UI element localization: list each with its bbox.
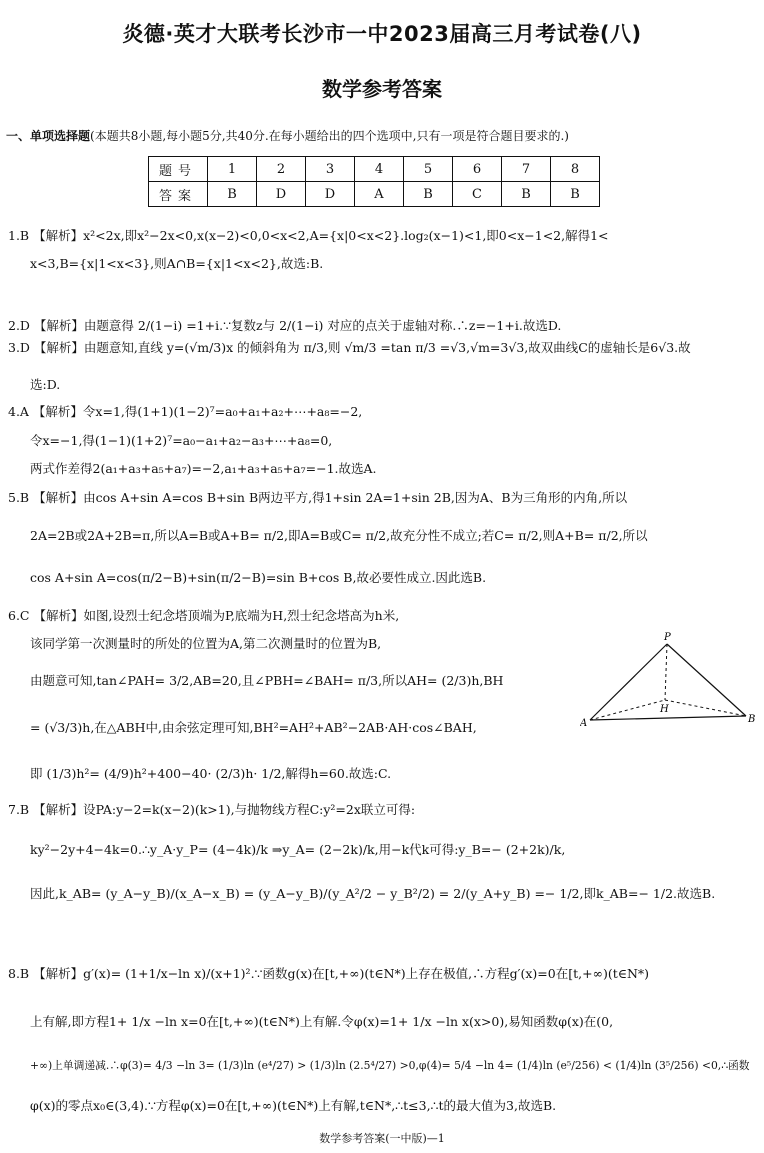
- page-title: 炎德·英才大联考长沙市一中2023届高三月考试卷(八): [122, 22, 642, 46]
- solution-8-line-4: φ(x)的零点x₀∈(3,4).∵方程φ(x)=0在[t,+∞)(t∈N*)上有解,t∈N*,∴t≤3,∴t的最大值为3,故选B.: [30, 1098, 557, 1113]
- table-cell: D: [306, 182, 355, 207]
- solution-6-line-5: 即 (1/3)h²= (4/9)h²+400−40· (2/3)h· 1/2,解得h=60.故选:C.: [30, 766, 392, 781]
- solution-3-line-1: 3.D 【解析】由题意知,直线 y=(√m/3)x 的倾斜角为 π/3,则 √m/3 =tan π/3 =√3,√m=3√3,故双曲线C的虚轴长是6√3.故: [8, 340, 691, 355]
- solution-7-line-1: 7.B 【解析】设PA:y−2=k(x−2)(k>1),与抛物线方程C:y²=2x联立可得:: [8, 802, 416, 817]
- edge-pa: [590, 644, 667, 720]
- label-p: P: [664, 632, 671, 643]
- section-heading: [6, 127, 569, 144]
- section-title: 一、单项选择题: [6, 129, 91, 143]
- edge-ph: [665, 644, 667, 700]
- table-row: [149, 157, 600, 182]
- table-cell: 7: [502, 157, 551, 182]
- table-cell: 4: [355, 157, 404, 182]
- table-row: [149, 182, 600, 207]
- page-subtitle: 数学参考答案: [322, 77, 442, 101]
- solution-8-line-3: +∞)上单调递减.∴φ(3)= 4/3 −ln 3= (1/3)ln (e⁴/27) > (1/3)ln (2.5⁴/27) >0,φ(4)= 5/4 −ln 4= (1/4)ln (e⁵/256) < (1/4)ln (3⁵/256) <0,∴函数: [30, 1059, 750, 1072]
- table-header-cell: 题号: [149, 157, 208, 182]
- solution-5-line-3: cos A+sin A=cos(π/2−B)+sin(π/2−B)=sin B+cos B,故必要性成立.因此选B.: [30, 570, 487, 585]
- table-cell: D: [257, 182, 306, 207]
- solution-3-line-2: 选:D.: [30, 377, 61, 392]
- triangle-figure: [580, 630, 760, 730]
- table-cell: 8: [551, 157, 600, 182]
- edge-hb: [665, 700, 746, 716]
- solution-4-line-3: 两式作差得2(a₁+a₃+a₅+a₇)=−2,a₁+a₃+a₅+a₇=−1.故选A.: [30, 461, 377, 476]
- solution-5-line-1: 5.B 【解析】由cos A+sin A=cos B+sin B两边平方,得1+sin 2A=1+sin 2B,因为A、B为三角形的内角,所以: [8, 490, 628, 505]
- solution-1-line-1: 1.B 【解析】x²<2x,即x²−2x<0,x(x−2)<0,0<x<2,A={x|0<x<2}.log₂(x−1)<1,即0<x−1<2,解得1<: [8, 228, 609, 243]
- table-cell: B: [551, 182, 600, 207]
- solution-5-line-2: 2A=2B或2A+2B=π,所以A=B或A+B= π/2,即A=B或C= π/2,故充分性不成立;若C= π/2,则A+B= π/2,所以: [30, 528, 648, 543]
- table-cell: 3: [306, 157, 355, 182]
- table-cell: B: [208, 182, 257, 207]
- answer-table: [148, 156, 600, 207]
- edge-ah: [590, 700, 665, 720]
- solution-6-line-4: = (√3/3)h,在△ABH中,由余弦定理可知,BH²=AH²+AB²−2AB·AH·cos∠BAH,: [30, 720, 477, 735]
- page-footer: 数学参考答案(一中版)—1: [319, 1132, 445, 1145]
- solution-8-line-2: 上有解,即方程1+ 1/x −ln x=0在[t,+∞)(t∈N*)上有解.令φ(x)=1+ 1/x −ln x(x>0),易知函数φ(x)在(0,: [30, 1014, 614, 1029]
- section-desc: (本题共8小题,每小题5分,共40分.在每小题给出的四个选项中,只有一项是符合题目要求的.): [90, 129, 569, 143]
- table-cell: 1: [208, 157, 257, 182]
- edge-pb: [667, 644, 746, 716]
- table-header-cell: 答案: [149, 182, 208, 207]
- solution-6-line-1: 6.C 【解析】如图,设烈士纪念塔顶端为P,底端为H,烈士纪念塔高为h米,: [8, 608, 400, 623]
- label-b: B: [748, 714, 756, 725]
- table-cell: A: [355, 182, 404, 207]
- table-cell: C: [453, 182, 502, 207]
- table-cell: B: [404, 182, 453, 207]
- solution-6-line-3: 由题意可知,tan∠PAH= 3/2,AB=20,且∠PBH=∠BAH= π/3,所以AH= (2/3)h,BH: [30, 673, 504, 688]
- solution-7-line-3: 因此,k_AB= (y_A−y_B)/(x_A−x_B) = (y_A−y_B)/(y_A²/2 − y_B²/2) = 2/(y_A+y_B) =− 1/2,即k_AB=− 1/2.故选B.: [30, 886, 716, 901]
- table-cell: B: [502, 182, 551, 207]
- solution-7-line-2: ky²−2y+4−4k=0.∴y_A·y_P= (4−4k)/k ⇒y_A= (2−2k)/k,用−k代k可得:y_B=− (2+2k)/k,: [30, 842, 566, 857]
- table-cell: 6: [453, 157, 502, 182]
- label-h: H: [660, 704, 669, 715]
- solution-4-line-1: 4.A 【解析】令x=1,得(1+1)(1−2)⁷=a₀+a₁+a₂+⋯+a₈=−2,: [8, 404, 363, 419]
- table-cell: 5: [404, 157, 453, 182]
- edge-ab: [590, 716, 746, 720]
- label-a: A: [580, 718, 588, 729]
- table-cell: 2: [257, 157, 306, 182]
- solution-2-line-1: 2.D 【解析】由题意得 2/(1−i) =1+i.∵复数z与 2/(1−i) 对应的点关于虚轴对称.∴z=−1+i.故选D.: [8, 318, 562, 333]
- solution-1-line-2: x<3,B={x|1<x<3},则A∩B={x|1<x<2},故选:B.: [30, 256, 324, 271]
- solution-4-line-2: 令x=−1,得(1−1)(1+2)⁷=a₀−a₁+a₂−a₃+⋯+a₈=0,: [30, 433, 333, 448]
- solution-6-line-2: 该同学第一次测量时的所处的位置为A,第二次测量时的位置为B,: [30, 636, 382, 651]
- solution-8-line-1: 8.B 【解析】g′(x)= (1+1/x−ln x)/(x+1)².∵函数g(x)在[t,+∞)(t∈N*)上存在极值,∴方程g′(x)=0在[t,+∞)(t∈N*): [8, 966, 650, 981]
